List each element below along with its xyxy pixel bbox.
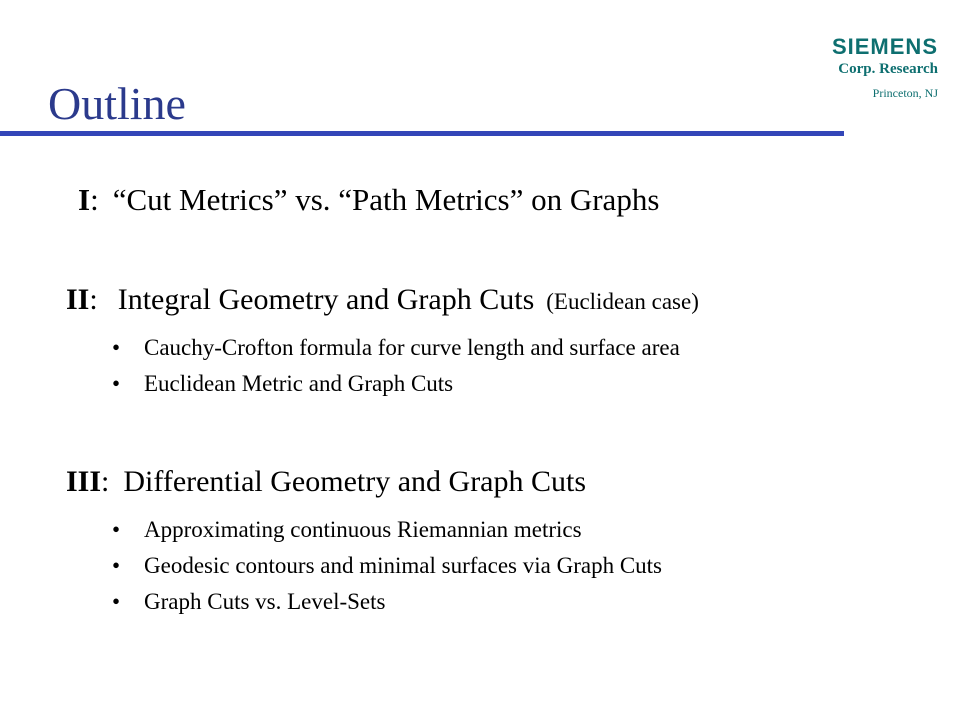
bullet-text: Approximating continuous Riemannian metrics: [144, 517, 582, 542]
section-3-separator: :: [101, 465, 110, 498]
section-2-note: (Euclidean case): [546, 289, 699, 314]
section-3-heading: [66, 460, 586, 504]
title-underline: [0, 131, 844, 136]
list-item: [112, 366, 680, 402]
list-item: [112, 548, 662, 584]
bullet-icon: •: [112, 335, 121, 360]
list-item: [112, 584, 662, 620]
section-1-separator: :: [90, 182, 99, 217]
bullet-icon: •: [112, 553, 121, 578]
section-3-numeral: III: [66, 465, 102, 498]
section-1-numeral: I: [78, 182, 91, 217]
section-3-bullet-list: [112, 512, 662, 620]
bullet-text: Cauchy-Crofton formula for curve length and surface area: [144, 335, 680, 360]
section-2-bullet-list: [112, 330, 680, 402]
brand-division: Corp. Research: [838, 61, 938, 77]
section-2-separator: :: [89, 283, 98, 316]
slide-title: Outline: [48, 78, 186, 129]
bullet-text: Graph Cuts vs. Level-Sets: [144, 589, 386, 614]
list-item: [112, 512, 662, 548]
bullet-icon: •: [112, 517, 121, 542]
section-3-title: Differential Geometry and Graph Cuts: [123, 465, 587, 498]
brand-block: [798, 34, 938, 101]
section-2-numeral: II: [66, 283, 90, 316]
bullet-text: Euclidean Metric and Graph Cuts: [144, 371, 454, 396]
list-item: [112, 330, 680, 366]
bullet-text: Geodesic contours and minimal surfaces via Graph Cuts: [144, 553, 663, 578]
section-2-title: Integral Geometry and Graph Cuts: [117, 283, 535, 316]
section-2-heading: [66, 278, 699, 324]
bullet-icon: •: [112, 371, 121, 396]
brand-location: Princeton, NJ: [872, 86, 938, 100]
siemens-logo: SIEMENS: [831, 34, 938, 59]
section-1-heading: [78, 178, 659, 222]
bullet-icon: •: [112, 589, 121, 614]
section-1-title: “Cut Metrics” vs. “Path Metrics” on Graphs: [112, 182, 660, 217]
